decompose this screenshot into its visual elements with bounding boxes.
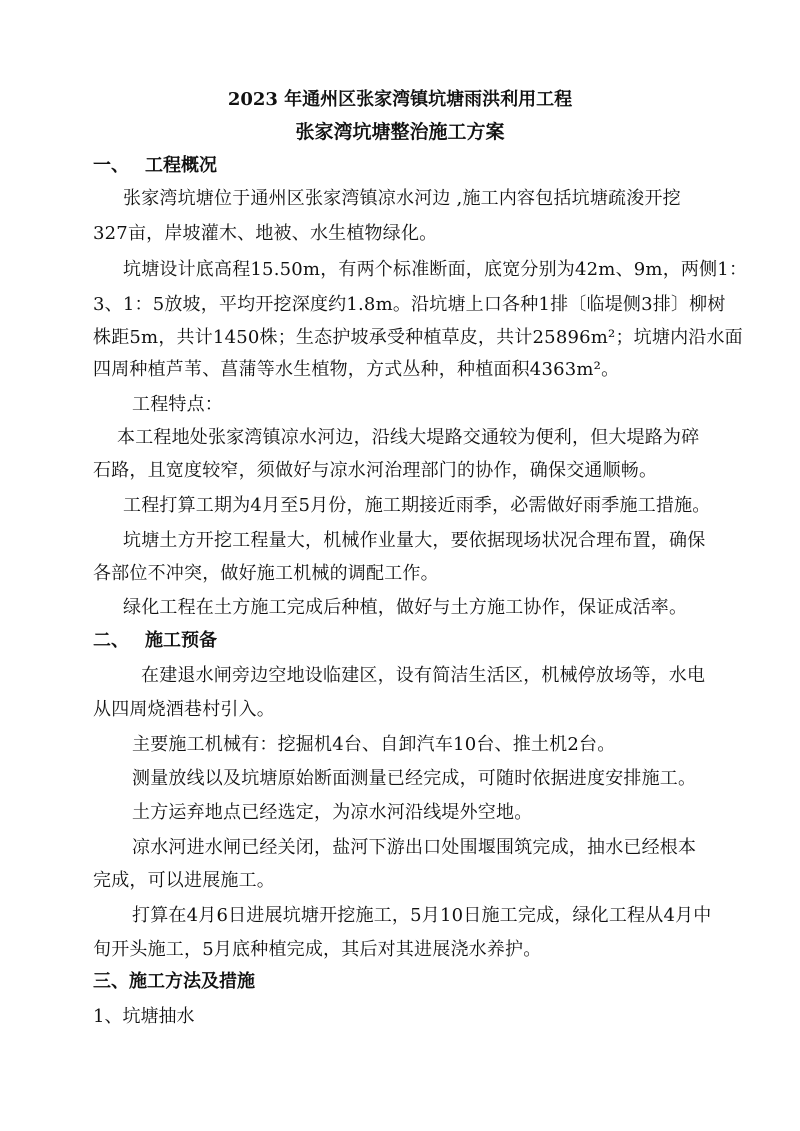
section2-line: 旬开头施工，5月底种植完成，其后对其进展浇水养护。 <box>93 939 542 960</box>
section2-heading <box>93 629 217 653</box>
section1-line: 坑塘土方开挖工程量大，机械作业量大，要依据现场状况合理布置，确保 <box>123 530 706 551</box>
section1-title: 工程概况 <box>145 155 217 176</box>
document-title-line2: 张家湾坑塘整治施工方案 <box>295 121 505 143</box>
section1-heading <box>93 154 217 178</box>
section2-number: 二、 <box>93 630 129 651</box>
section2-line: 主要施工机械有：挖掘机4台、自卸汽车10台、推土机2台。 <box>132 734 616 755</box>
section2-line: 打算在4月6日进展坑塘开挖施工，5月10日施工完成，绿化工程从4月中 <box>132 905 712 926</box>
section1-line: 株距5m，共计1450株；生态护坡承受种植草皮，共计25896m²；坑塘内沿水面 <box>93 327 743 348</box>
section1-line: 3、1：5放坡，平均开挖深度约1.8m。沿坑塘上口各种1排〔临堤侧3排〕柳树 <box>93 294 726 315</box>
section1-line: 本工程地处张家湾镇凉水河边，沿线大堤路交通较为便利，但大堤路为碎 <box>117 427 700 448</box>
section2-title: 施工预备 <box>145 630 217 651</box>
section1-line: 四周种植芦苇、菖蒲等水生植物，方式丛种，种植面积4363m²。 <box>93 359 620 380</box>
section2-line: 凉水河进水闸已经关闭，盐河下游出口处围堰围筑完成，抽水已经根本 <box>132 837 697 858</box>
section1-number: 一、 <box>93 155 129 176</box>
document-title-line1: 2023 年通州区张家湾镇坑塘雨洪利用工程 <box>227 89 573 110</box>
section1-line: 工程打算工期为4月至5月份，施工期接近雨季，必需做好雨季施工措施。 <box>123 495 711 516</box>
section2-line: 从四周烧酒巷村引入。 <box>93 699 275 720</box>
section2-line: 完成，可以进展施工。 <box>93 870 275 891</box>
section1-line: 327亩，岸坡灌木、地被、水生植物绿化。 <box>93 223 438 244</box>
section2-line: 测量放线以及坑塘原始断面测量已经完成，可随时依据进度安排施工。 <box>132 768 697 789</box>
section1-line: 绿化工程在土方施工完成后种植，做好与土方施工协作，保证成活率。 <box>123 597 688 618</box>
section2-line: 土方运弃地点已经选定，为凉水河沿线堤外空地。 <box>132 802 533 823</box>
section2-line: 在建退水闸旁边空地设临建区，设有简洁生活区，机械停放场等，水电 <box>141 665 706 686</box>
section1-line: 张家湾坑塘位于通州区张家湾镇凉水河边 ,施工内容包括坑塘疏浚开挖 <box>123 188 681 209</box>
section3-subheading: 1、坑塘抽水 <box>93 1006 195 1027</box>
section1-line: 石路，且宽度较窄，须做好与凉水河治理部门的协作，确保交通顺畅。 <box>93 460 658 481</box>
section1-line: 坑塘设计底高程15.50m，有两个标准断面，底宽分别为42m、9m，两侧1： <box>123 259 748 280</box>
section3-heading: 三、施工方法及措施 <box>93 971 255 992</box>
section1-line: 各部位不冲突，做好施工机械的调配工作。 <box>93 563 439 584</box>
section1-line: 工程特点： <box>132 394 223 415</box>
